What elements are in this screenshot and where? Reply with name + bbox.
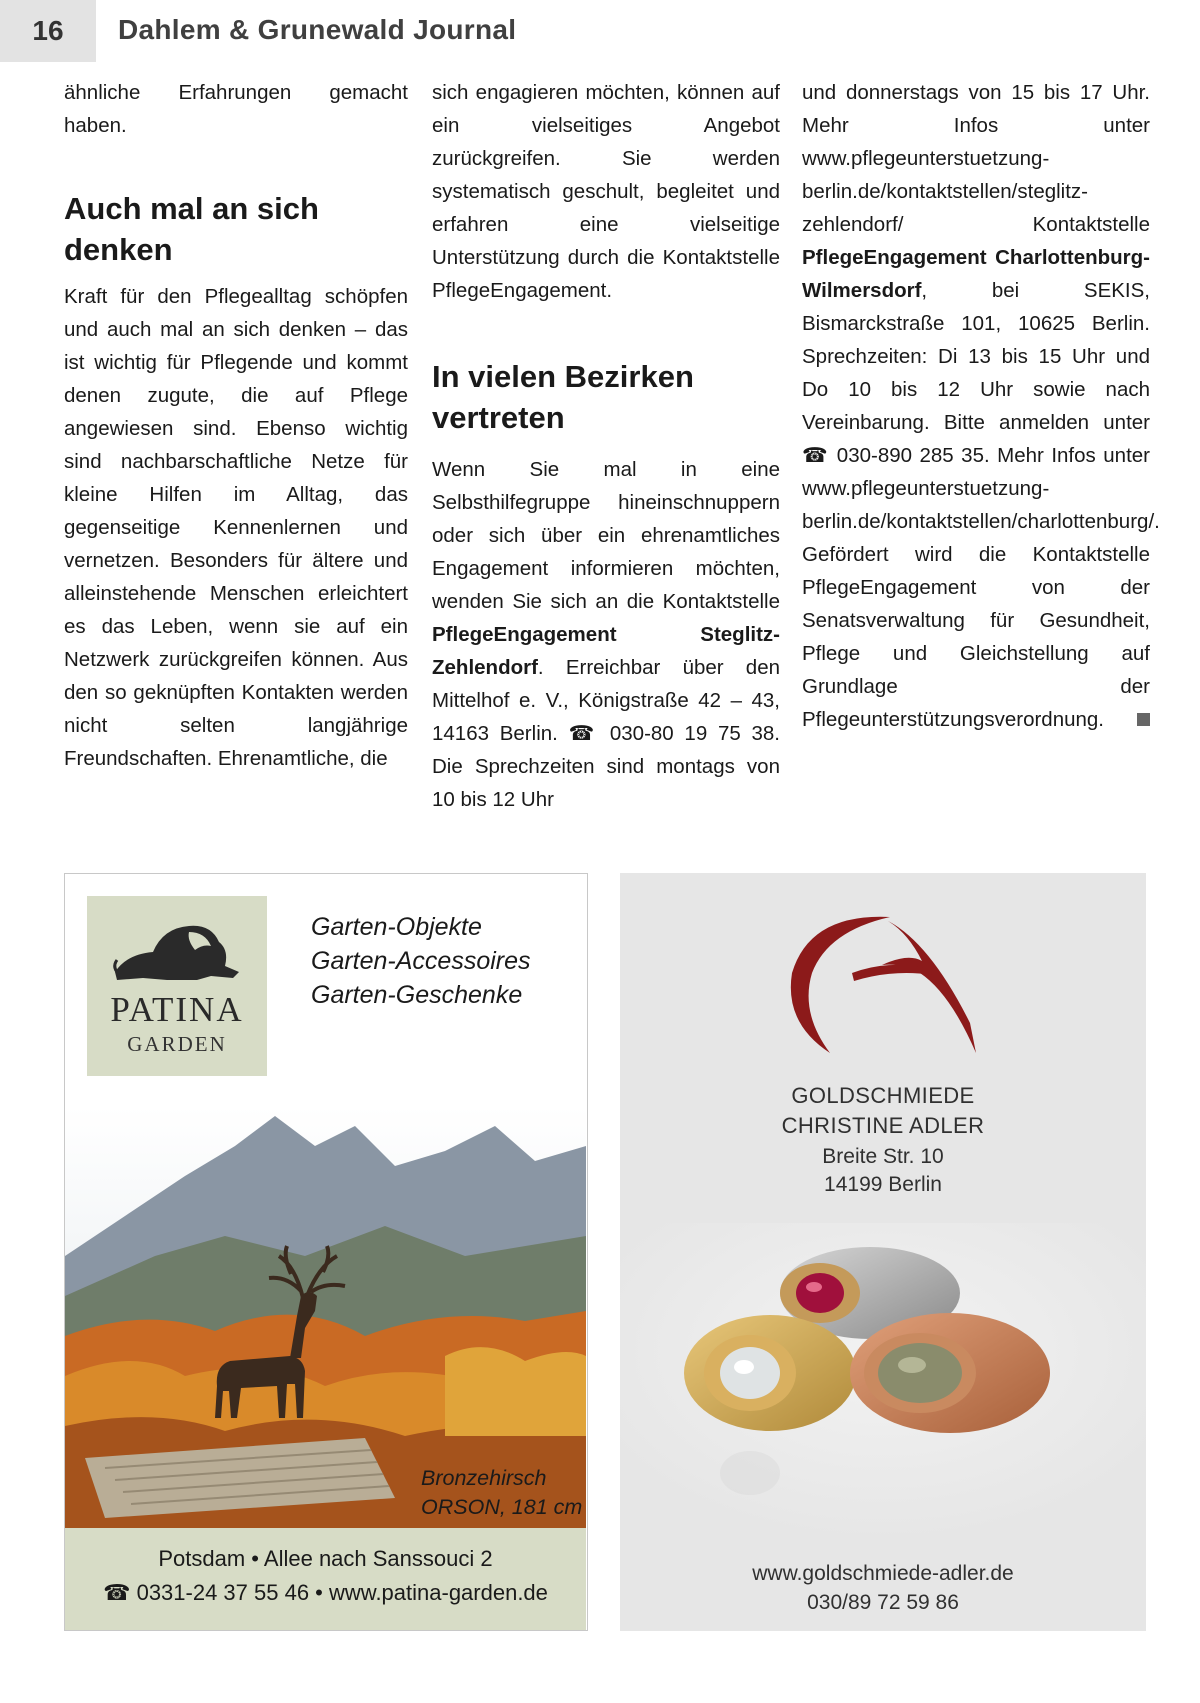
article-column-1 (64, 76, 408, 775)
ca-monogram-icon (770, 903, 1000, 1063)
patina-footer (65, 1528, 586, 1630)
caption-line: Bronzehirsch (421, 1466, 547, 1490)
paragraph (802, 76, 1160, 538)
jeweler-web: www.goldschmiede-adler.de (752, 1562, 1014, 1585)
section-heading: Auch mal an sich denken (64, 191, 319, 267)
paragraph: sich engagieren möchten, können auf ein vielseitiges Angebot zurückgreifen. Sie werden systematisch geschult, begleitet und erfahren eine vielseitige Unterstützung durch die Kontaktstelle PflegeEngagement. (432, 81, 780, 302)
journal-title: Dahlem & Grunewald Journal (118, 14, 517, 45)
patina-sub: GARDEN (127, 1032, 227, 1056)
list-item: Garten-Geschenke (311, 981, 523, 1009)
ad-goldschmiede-adler (620, 873, 1146, 1631)
paragraph (802, 538, 1150, 736)
paragraph: Kraft für den Pflegealltag schöpfen und auch mal an sich denken – das ist wichtig für Pflegende und kommt denen zugute, die auf Pflege angewiesen sind. Ebenso wichtig sind nachbarschaftliche Netze für kleine Hilfen im Alltag, das gegenseitige Kennenlernen und vernetzen. Besonders für ältere und alleinstehende Menschen erleichtert es das Leben, wenn sie auf ein Netzwerk zurückgreifen können. Aus den so geknüpften Kontakten werden nicht selten langjährige Freundschaften. Ehrenamtliche, die (64, 285, 408, 770)
page-number: 16 (0, 0, 96, 62)
patina-brand: PATINA (110, 990, 244, 1029)
jeweler-phone: 030/89 72 59 86 (807, 1591, 959, 1614)
end-of-article-icon (1137, 713, 1150, 726)
bold-text: PflegeEngagement Charlottenburg-Wilmersdorf (802, 246, 1150, 302)
text-run: Wenn Sie mal in eine Selbsthilfegruppe hineinschnuppern oder sich über ein ehrenamtliches Engagement informieren möchten, wenden Sie sich an die Kontaktstelle (432, 458, 780, 613)
section-heading: In vielen Bezirken vertreten (432, 359, 694, 435)
patina-address: Potsdam • Allee nach Sanssouci 2 (158, 1546, 493, 1571)
text-run: Gefördert wird die Kontaktstelle PflegeEngagement von der Senatsverwaltung für Gesundheit, Pflege und Gleichstellung auf Grundlage der Pflegeunterstützungsverordnung. (802, 543, 1150, 731)
jeweler-contact (620, 1559, 1146, 1617)
patina-contact: ☎ 0331-24 37 55 46 • www.patina-garden.de (103, 1580, 548, 1605)
bold-text: PflegeEngagement Steglitz-Zehlendorf (432, 623, 780, 679)
name-line: GOLDSCHMIEDE (791, 1083, 975, 1108)
article-column-2 (432, 76, 780, 816)
name-line: CHRISTINE ADLER (781, 1113, 985, 1138)
patina-product-list (311, 910, 531, 1012)
list-item: Garten-Accessoires (311, 947, 531, 975)
text-run: und donnerstags von 15 bis 17 Uhr. Mehr Infos unter www.pflegeunterstuetzung-berlin.de/kontaktstellen/steglitz-zehlendorf/ Kontaktstelle (802, 81, 1150, 236)
lion-icon (107, 910, 247, 990)
address-line: Breite Str. 10 (822, 1145, 944, 1168)
caption-line: ORSON, 181 cm (421, 1495, 583, 1519)
article-column-3 (802, 76, 1160, 736)
address-line: 14199 Berlin (824, 1173, 942, 1196)
paragraph (432, 453, 780, 816)
page-header (0, 0, 1200, 62)
jeweler-name (620, 1081, 1146, 1141)
ad-patina-garden (64, 873, 588, 1631)
patina-logo (87, 896, 267, 1076)
text-run: , bei SEKIS, Bismarckstraße 101, 10625 Berlin. Sprechzeiten: Di 13 bis 15 Uhr und Do 10 bis 12 Uhr sowie nach Vereinbarung. Bitte anmelden unter ☎ 030-890 285 35. Mehr Infos unter www.pflegeunterstuetzung-berlin.de/kontaktstellen/charlottenburg/. (802, 279, 1160, 533)
jeweler-address (620, 1143, 1146, 1199)
list-item: Garten-Objekte (311, 913, 482, 941)
product-caption (421, 1464, 582, 1522)
text-run: . Erreichbar über den Mittelhof e. V., Königstraße 42 – 43, 14163 Berlin. ☎ 030-80 19 75 38. Die Sprechzeiten sind montags von 10 bis 12 Uhr (432, 656, 780, 811)
rings-image (620, 1223, 1146, 1543)
paragraph: ähnliche Erfahrungen gemacht haben. (64, 81, 408, 137)
